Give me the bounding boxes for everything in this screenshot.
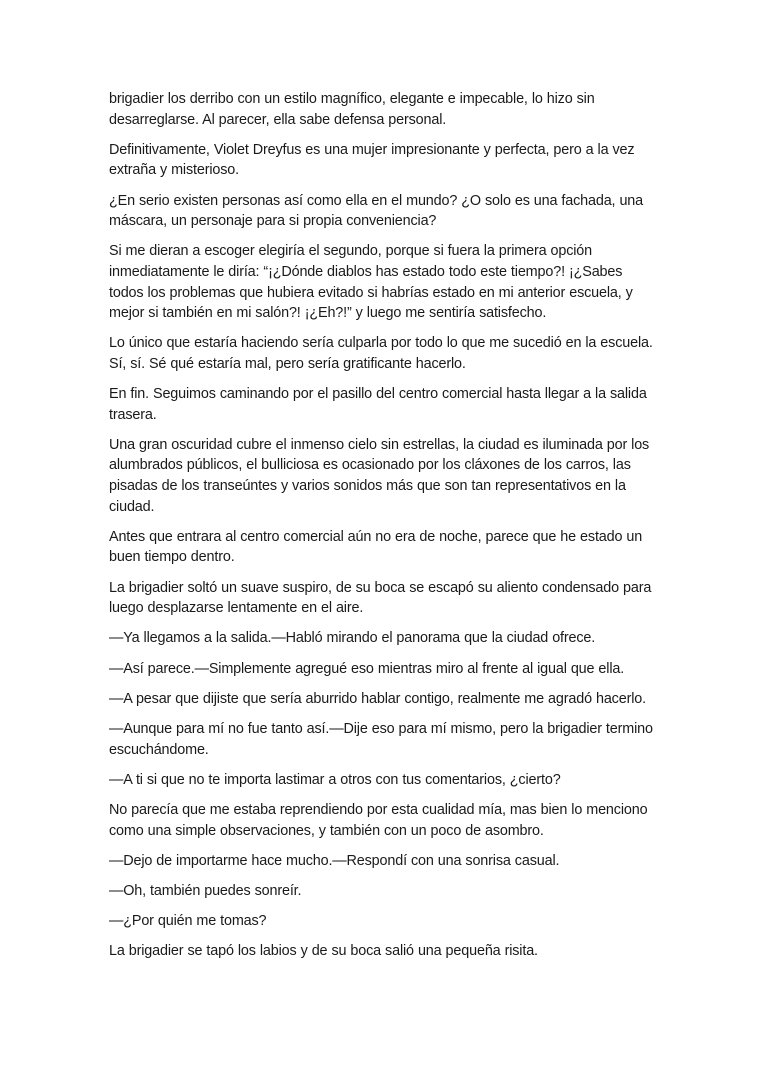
dialogue-line-5: —A ti si que no te importa lastimar a otros con tus comentarios, ¿cierto?: [109, 771, 561, 788]
dialogue-line-8: —¿Por quién me tomas?: [109, 913, 267, 930]
paragraph-4: Si me dieran a escoger elegiría el segundo, porque si fuera la primera opción inmediatamente le diría: “¡¿Dónde diablos has estado todo este tiempo?! ¡¿Sabes todos los problemas que hubiera evitado si habrías estado en mi anterior escuela, y mejor si también en mi salón?! ¡¿Eh?!” y luego me sentiría satisfecho.: [109, 243, 633, 322]
paragraph-1: brigadier los derribo con un estilo magnífico, elegante e impecable, lo hizo sin desarreglarse. Al parecer, ella sabe defensa personal.: [109, 91, 595, 128]
document-page: [109, 89, 657, 971]
paragraph-7: Una gran oscuridad cubre el inmenso cielo sin estrellas, la ciudad es iluminada por los alumbrados públicos, el bulliciosa es ocasionado por los cláxones de los carros, las pisadas de los transeúntes y varios sonidos más que son tan representativos en la ciudad.: [109, 436, 650, 515]
paragraph-11: La brigadier se tapó los labios y de su boca salió una pequeña risita.: [109, 943, 538, 960]
dialogue-line-2: —Así parece.—Simplemente agregué eso mientras miro al frente al igual que ella.: [109, 660, 625, 677]
paragraph-5: Lo único que estaría haciendo sería culparla por todo lo que me sucedió en la escuela. Sí, sí. Sé qué estaría mal, pero sería gratificante hacerlo.: [109, 335, 653, 372]
dialogue-line-6: —Dejo de importarme hace mucho.—Respondí con una sonrisa casual.: [109, 852, 560, 869]
dialogue-line-1: —Ya llegamos a la salida.—Habló mirando el panorama que la ciudad ofrece.: [109, 630, 596, 647]
dialogue-line-3: —A pesar que dijiste que sería aburrido hablar contigo, realmente me agradó hacerlo.: [109, 690, 646, 707]
dialogue-line-7: —Oh, también puedes sonreír.: [109, 882, 302, 899]
paragraph-2: Definitivamente, Violet Dreyfus es una mujer impresionante y perfecta, pero a la vez extraña y misterioso.: [109, 141, 635, 179]
paragraph-3: ¿En serio existen personas así como ella en el mundo? ¿O solo es una fachada, una máscara, un personaje para si propia conveniencia?: [109, 192, 644, 230]
paragraph-9: La brigadier soltó un suave suspiro, de su boca se escapó su aliento condensado para luego desplazarse lentamente en el aire.: [109, 579, 652, 617]
paragraph-10: No parecía que me estaba reprendiendo por esta cualidad mía, mas bien lo menciono como una simple observaciones, y también con un poco de asombro.: [109, 801, 648, 839]
paragraph-6: En fin. Seguimos caminando por el pasillo del centro comercial hasta llegar a la salida trasera.: [109, 386, 647, 423]
dialogue-line-4: —Aunque para mí no fue tanto así.—Dije eso para mí mismo, pero la brigadier termino escuchándome.: [109, 720, 653, 758]
paragraph-8: Antes que entrara al centro comercial aún no era de noche, parece que he estado un buen tiempo dentro.: [109, 528, 643, 566]
